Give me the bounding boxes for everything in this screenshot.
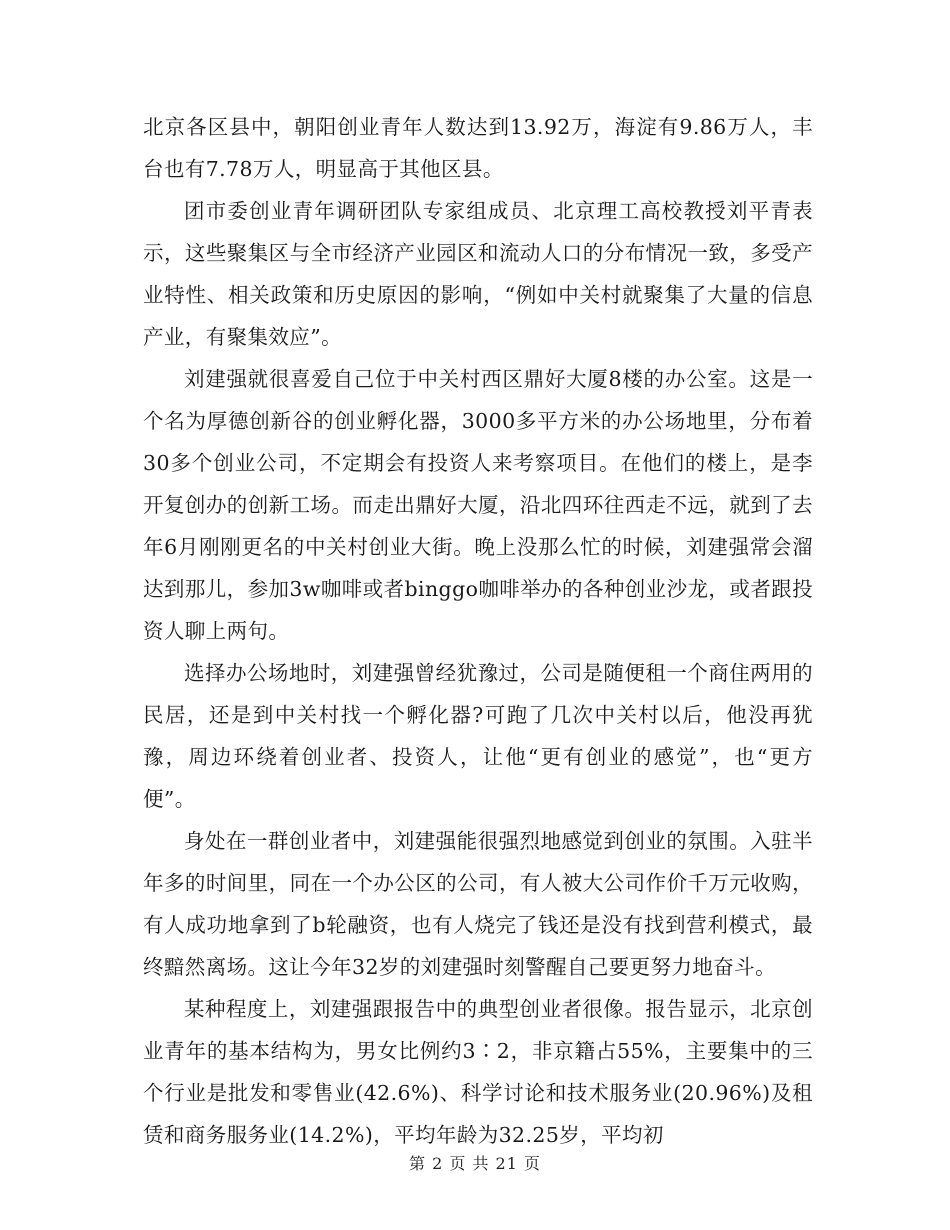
paragraph-5: 身处在一群创业者中，刘建强能很强烈地感觉到创业的氛围。入驻半年多的时间里，同在一个办公区的公司，有人被大公司作价千万元收购，有人成功地拿到了b轮融资，也有人烧完了钱还是没有找到营利模式，最终黯然离场。这让今年32岁的刘建强时刻警醒自己要更努力地奋斗。	[143, 829, 813, 979]
page-number-footer: 第 2 页 共 21 页	[409, 1154, 541, 1173]
document-body	[143, 106, 813, 1156]
paragraph-2: 团市委创业青年调研团队专家组成员、北京理工高校教授刘平青表示，这些聚集区与全市经济产业园区和流动人口的分布情况一致，多受产业特性、相关政策和历史原因的影响，“例如中关村就聚集了大量的信息产业，有聚集效应”。	[143, 199, 813, 349]
paragraph-4: 选择办公场地时，刘建强曾经犹豫过，公司是随便租一个商住两用的民居，还是到中关村找一个孵化器?可跑了几次中关村以后，他没再犹豫，周边环绕着创业者、投资人，让他“更有创业的感觉”，也“更方便”。	[143, 661, 813, 811]
paragraph-6: 某种程度上，刘建强跟报告中的典型创业者很像。报告显示，北京创业青年的基本结构为，男女比例约3∶2，非京籍占55%，主要集中的三个行业是批发和零售业(42.6%)、科学讨论和技术服务业(20.96%)及租赁和商务服务业(14.2%)，平均年龄为32.25岁，平均初	[143, 997, 813, 1147]
paragraph-1: 北京各区县中，朝阳创业青年人数达到13.92万，海淀有9.86万人，丰台也有7.78万人，明显高于其他区县。	[143, 115, 813, 181]
paragraph-3: 刘建强就很喜爱自己位于中关村西区鼎好大厦8楼的办公室。这是一个名为厚德创新谷的创业孵化器，3000多平方米的办公场地里，分布着30多个创业公司，不定期会有投资人来考察项目。在他们的楼上，是李开复创办的创新工场。而走出鼎好大厦，沿北四环往西走不远，就到了去年6月刚刚更名的中关村创业大街。晚上没那么忙的时候，刘建强常会溜达到那儿，参加3w咖啡或者binggo咖啡举办的各种创业沙龙，或者跟投资人聊上两句。	[143, 367, 813, 643]
